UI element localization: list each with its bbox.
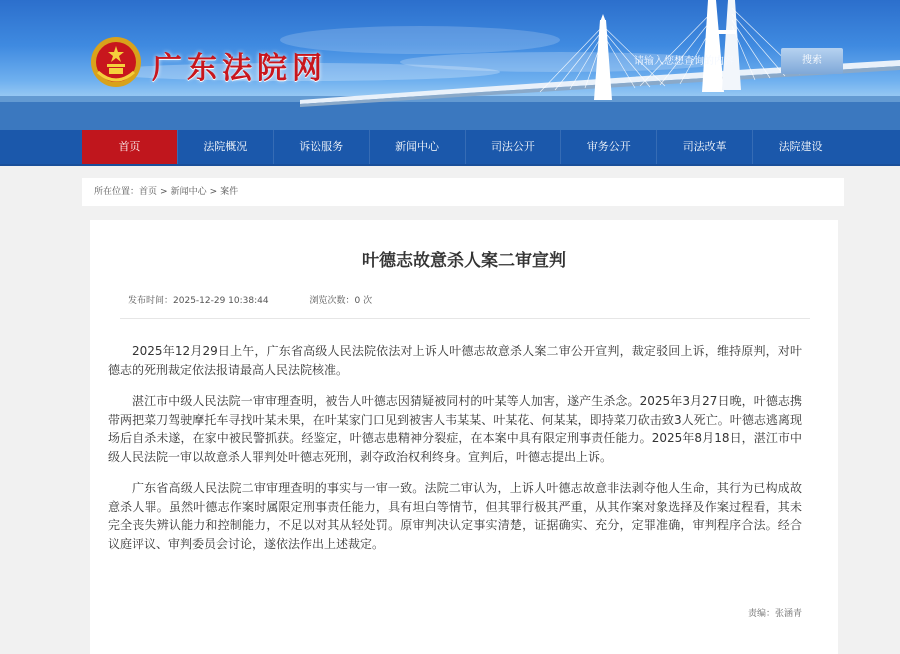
publish-time: 2025-12-29 10:38:44 [173,296,269,306]
article-paragraph: 湛江市中级人民法院一审审理查明，被告人叶德志因猜疑被同村的叶某等人加害，遂产生杀念。2025年3月27日晚，叶德志携带两把菜刀驾驶摩托车寻找叶某未果，在叶某家门口见到被害人韦某某、叶某花、何某某，即持菜刀砍击致3人死亡。叶德志逃离现场后自杀未遂，在家中被民警抓获。经鉴定，叶德志患精神分裂症，在本案中具有限定刑事责任能力。2025年8月18日，湛江市中级人民法院一审以故意杀人罪判处叶德志死刑，剥夺政治权利终身。宣判后，叶德志提出上诉。 [108,394,802,464]
article-content [108,342,802,566]
nav-item-court-overview[interactable]: 法院概况 [177,130,273,164]
breadcrumb-home[interactable]: 首页 [139,187,158,197]
breadcrumb-separator: > [160,187,168,197]
search-button[interactable]: 搜索 [781,48,843,74]
publish-time-label: 发布时间： [128,296,174,306]
article-paragraph: 2025年12月29日上午，广东省高级人民法院依法对上诉人叶德志故意杀人案二审公开宣判，裁定驳回上诉，维持原判，对叶德志的死刑裁定依法报请最高人民法院核准。 [108,344,802,377]
views-unit: 次 [363,296,373,306]
national-emblem-icon [90,36,142,88]
article-paragraph: 广东省高级人民法院二审审理查明的事实与一审一致。法院二审认为，上诉人叶德志故意非法剥夺他人生命，其行为已构成故意杀人罪。虽然叶德志作案时属限定刑事责任能力，具有坦白等情节，但其罪行极其严重，从其作案对象选择及作案过程看，其未完全丧失辨认能力和控制能力，不足以对其从轻处罚。原审判决认定事实清楚，证据确实、充分，定罪准确，审判程序合法。经合议庭评议、审判委员会讨论，遂依法作出上述裁定。 [108,481,802,551]
article-panel [90,220,838,654]
search-input[interactable] [628,48,780,74]
nav-item-judicial-openness[interactable]: 司法公开 [465,130,561,164]
header-banner [0,0,900,130]
editor-label: 责编： [747,609,775,619]
views-count: 0 [354,296,361,306]
views-label: 浏览次数： [309,296,355,306]
nav-item-court-construction[interactable]: 法院建设 [752,130,848,164]
site-title[interactable]: 广东法院网 [152,51,327,86]
article-title: 叶德志故意杀人案二审宣判 [362,251,566,271]
nav-item-trial-openness[interactable]: 审务公开 [560,130,656,164]
article-meta [128,293,372,306]
breadcrumb-label: 所在位置： [94,187,140,197]
article-editor [748,606,802,619]
nav-item-litigation-service[interactable]: 诉讼服务 [273,130,369,164]
editor-name: 张涵青 [774,609,802,619]
breadcrumb [82,178,844,206]
nav-item-home[interactable]: 首页 [82,130,177,164]
nav-item-judicial-reform[interactable]: 司法改革 [656,130,752,164]
nav-item-news-center[interactable]: 新闻中心 [369,130,465,164]
breadcrumb-separator: > [209,187,218,197]
main-nav [0,130,900,166]
breadcrumb-cases[interactable]: 案件 [220,187,239,197]
divider [120,318,810,319]
breadcrumb-news-center[interactable]: 新闻中心 [170,187,207,197]
